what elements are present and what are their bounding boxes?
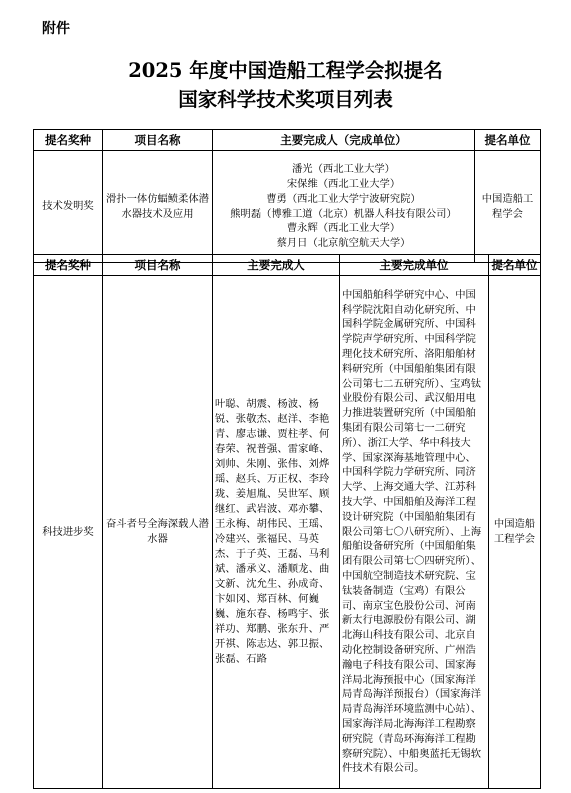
header-main-persons: 主要完成人（完成单位） bbox=[213, 130, 475, 151]
page-title-line2: 国家科学技术奖项目列表 bbox=[178, 88, 393, 111]
nominator-cell: 中国造船工程学会 bbox=[489, 276, 541, 789]
nominator-cell: 中国造船工程学会 bbox=[475, 151, 541, 263]
table-header-row bbox=[34, 130, 541, 151]
person-line: 曹勇（西北工业大学宁波研究院） bbox=[266, 192, 421, 205]
main-units-cell: 中国船舶科学研究中心、中国科学院沈阳自动化研究所、中国科学院金属研究所、中国科学院声学研究所、中国科学院理化技术研究所、洛阳船舶材料研究所（中国船舶集团有限公司第七二五研究所）、宝鸡钛业股份有限公司、武汉船用电力推进装置研究所（中国船舶集团有限公司第七一二研究所）、浙江大学、华中科技大学、国家深海基地管理中心、中国科学院力学研究所、同济大学、上海交通大学、江苏科技大学、中国船舶及海洋工程设计研究院（中国船舶集团有限公司第七〇八研究所）、上海船舶设备研究所（中国船舶集团有限公司第七〇四研究所）、中国航空制造技术研究院、宝钛装备制造（宝鸡）有限公司、南京宝色股份公司、河南新太行电源股份有限公司、湖北海山科技有限公司、北京自动化控制设备研究所、广州浩瀚电子科技有限公司、国家海洋局北海预报中心（国家海洋局青岛海洋预报台）（国家海洋局青岛海洋环境监测中心站）、国家海洋局北海海洋工程勘察研究院（青岛环海海洋工程勘察研究院）、中船奥蓝托无锡软件技术有限公司。 bbox=[340, 276, 489, 789]
header-main-persons: 主要完成人 bbox=[213, 255, 340, 276]
main-persons-cell: 叶聪、胡震、杨波、杨锐、张敬杰、赵洋、李艳青、廖志谦、贾柱孝、何春荣、祝普强、雷家峰、刘帅、朱刚、张伟、刘烨瑶、赵兵、万正权、李玲珑、姜旭胤、吴世军、顾继红、武岩波、邓亦攀、王永梅、胡伟民、王瑶、冷建兴、张福民、马英杰、于子英、王磊、马利斌、潘承义、潘顺龙、曲文新、沈允生、孙成奇、卞如冈、郑百林、何巍巍、施东春、杨鸣宇、张祥功、郑鹏、张东升、严开祺、陈志达、郭卫振、张磊、石路 bbox=[213, 276, 340, 789]
project-name-cell: 滑扑一体仿蝠鲼柔体潜水器技术及应用 bbox=[103, 151, 213, 263]
award-type-cell: 科技进步奖 bbox=[34, 276, 103, 789]
project-name-cell: 奋斗者号全海深载人潜水器 bbox=[103, 276, 213, 789]
attachment-label: 附件 bbox=[42, 21, 70, 37]
table-row bbox=[34, 276, 541, 789]
technology-invention-table bbox=[33, 129, 541, 263]
header-main-units: 主要完成单位 bbox=[340, 255, 489, 276]
table-header-row bbox=[34, 255, 541, 276]
page-title-line1: 2025 年度中国造船工程学会拟提名 bbox=[128, 59, 443, 82]
main-persons-cell bbox=[213, 151, 475, 263]
award-type-cell: 技术发明奖 bbox=[34, 151, 103, 263]
science-progress-table bbox=[33, 254, 541, 789]
header-project-name: 项目名称 bbox=[103, 255, 213, 276]
person-line: 曹永辉（西北工业大学） bbox=[286, 222, 401, 235]
person-line: 宋保维（西北工业大学） bbox=[286, 177, 401, 190]
header-nominator: 提名单位 bbox=[489, 255, 541, 276]
header-nominator: 提名单位 bbox=[475, 130, 541, 151]
header-project-name: 项目名称 bbox=[103, 130, 213, 151]
table-row bbox=[34, 151, 541, 263]
person-line: 蔡月日（北京航空航天大学） bbox=[276, 237, 411, 250]
header-award-type: 提名奖种 bbox=[34, 255, 103, 276]
header-award-type: 提名奖种 bbox=[34, 130, 103, 151]
person-line: 潘光（西北工业大学） bbox=[292, 163, 395, 176]
person-line: 熊明磊（博雅工道（北京）机器人科技有限公司） bbox=[230, 207, 457, 220]
